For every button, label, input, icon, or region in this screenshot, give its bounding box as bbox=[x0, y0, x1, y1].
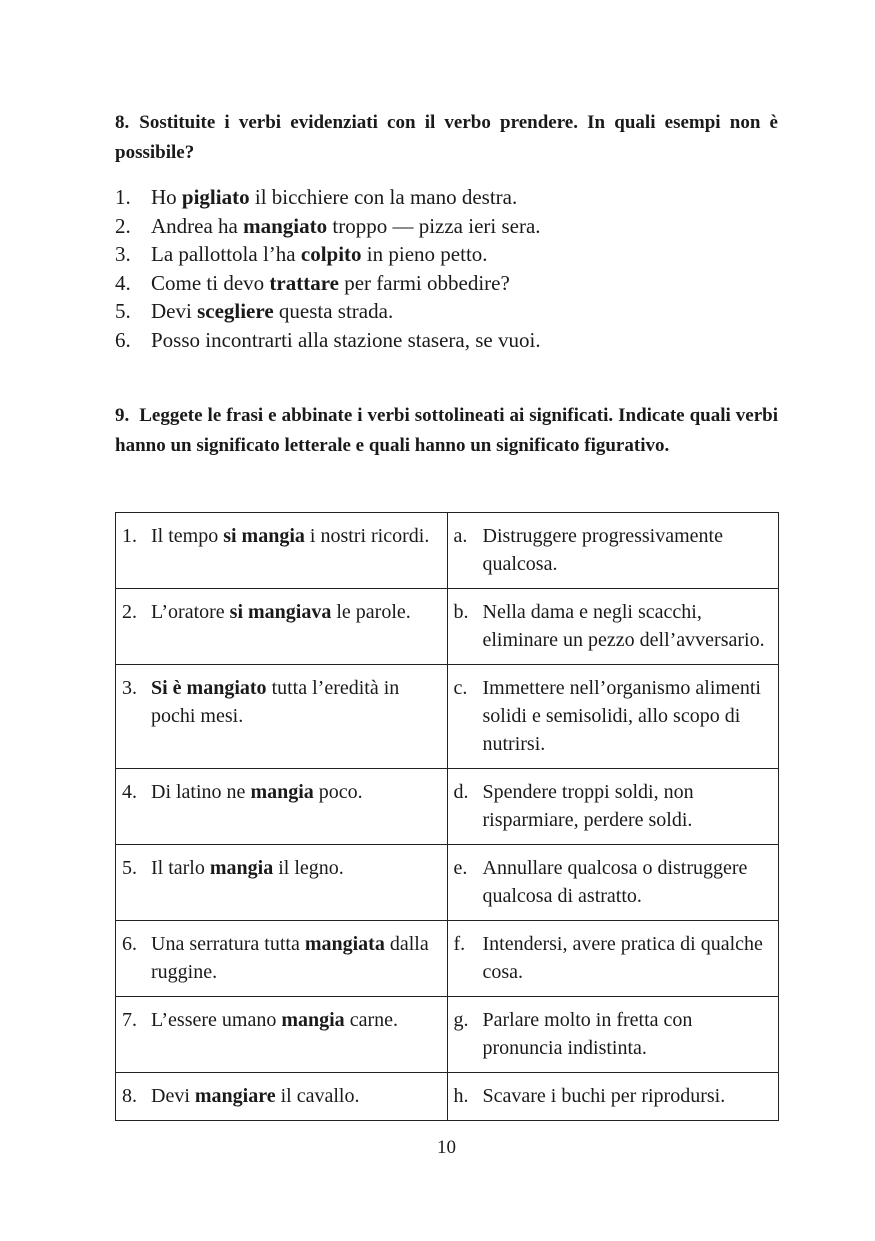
exercise-8-heading bbox=[115, 108, 778, 168]
meaning-cell bbox=[447, 845, 779, 921]
meaning-letter: h. bbox=[453, 1085, 469, 1107]
item-text: Devi scegliere questa strada. bbox=[151, 299, 394, 324]
list-item bbox=[115, 297, 778, 326]
sentence-cell bbox=[116, 589, 448, 665]
meaning-text: Parlare molto in fretta con pronuncia indistinta. bbox=[482, 1009, 693, 1059]
table-row bbox=[116, 1073, 779, 1121]
item-number: 5. bbox=[115, 299, 131, 324]
underlined-verb: mangiata bbox=[304, 933, 385, 955]
sentence-number: 8. bbox=[122, 1085, 137, 1107]
item-number: 4. bbox=[115, 270, 131, 295]
sentence-text: Di latino ne mangia poco. bbox=[151, 781, 363, 803]
list-item bbox=[115, 183, 778, 212]
exercise-9-number: 9. bbox=[115, 405, 130, 426]
item-text: Come ti devo trattare per farmi obbedire? bbox=[151, 270, 510, 295]
item-number: 6. bbox=[115, 327, 131, 352]
sentence-cell bbox=[116, 769, 448, 845]
meaning-cell bbox=[447, 513, 779, 589]
highlighted-verb: pigliato bbox=[181, 185, 250, 209]
underlined-verb: mangiare bbox=[194, 1085, 276, 1107]
item-text: Ho pigliato il bicchiere con la mano destra. bbox=[151, 185, 518, 209]
meaning-letter: d. bbox=[453, 781, 469, 803]
item-text: Andrea ha mangiato troppo — pizza ieri sera. bbox=[151, 213, 541, 238]
underlined-verb: mangia bbox=[281, 1009, 345, 1031]
sentence-cell bbox=[116, 997, 448, 1073]
sentence-cell bbox=[116, 921, 448, 997]
meaning-letter: e. bbox=[453, 857, 468, 879]
table-row bbox=[116, 921, 779, 997]
list-item bbox=[115, 212, 778, 241]
page-number: 10 bbox=[437, 1137, 456, 1158]
exercise-8-number: 8. bbox=[115, 112, 130, 133]
table-row bbox=[116, 665, 779, 769]
list-item bbox=[115, 240, 778, 269]
sentence-text: Si è mangiato tutta l’eredità in pochi mesi. bbox=[151, 677, 400, 727]
sentence-cell bbox=[116, 513, 448, 589]
matching-table bbox=[115, 512, 779, 1121]
underlined-verb: mangia bbox=[209, 857, 274, 879]
meaning-text: Spendere troppi soldi, non risparmiare, perdere soldi. bbox=[482, 781, 694, 831]
sentence-cell bbox=[116, 845, 448, 921]
meaning-cell bbox=[447, 997, 779, 1073]
underlined-verb: Si è mangiato bbox=[151, 677, 267, 699]
underlined-verb: si mangiava bbox=[229, 601, 332, 623]
sentence-number: 7. bbox=[122, 1009, 137, 1031]
meaning-cell bbox=[447, 665, 779, 769]
meaning-cell bbox=[447, 1073, 779, 1121]
meaning-cell bbox=[447, 769, 779, 845]
sentence-number: 5. bbox=[122, 857, 137, 879]
meaning-letter: a. bbox=[453, 525, 468, 547]
item-number: 3. bbox=[115, 242, 131, 267]
exercise-9-heading bbox=[115, 401, 778, 461]
table-row bbox=[116, 513, 779, 589]
item-number: 1. bbox=[115, 185, 131, 209]
meaning-cell bbox=[447, 921, 779, 997]
item-number: 2. bbox=[115, 213, 131, 238]
highlighted-verb: trattare bbox=[269, 270, 339, 295]
sentence-text: Il tarlo mangia il legno. bbox=[151, 857, 344, 879]
meaning-letter: f. bbox=[453, 933, 466, 955]
sentence-text: L’oratore si mangiava le parole. bbox=[151, 601, 411, 623]
sentence-text: Il tempo si mangia i nostri ricordi. bbox=[151, 525, 430, 547]
meaning-letter: b. bbox=[453, 601, 469, 623]
underlined-verb: si mangia bbox=[223, 525, 305, 547]
meaning-text: Nella dama e negli scacchi, eliminare un pezzo dell’avversario. bbox=[482, 601, 765, 651]
table-row bbox=[116, 589, 779, 665]
meaning-text: Scavare i buchi per riprodursi. bbox=[482, 1085, 726, 1107]
sentence-cell bbox=[116, 665, 448, 769]
exercise-9-instruction: Leggete le frasi e abbinate i verbi sottolineati ai significati. Indicate quali verbi hanno un significato letterale e quali hanno un significato figurativo. bbox=[115, 405, 778, 456]
item-text: La pallottola l’ha colpito in pieno petto. bbox=[151, 242, 488, 267]
list-item bbox=[115, 326, 778, 355]
sentence-number: 3. bbox=[122, 677, 137, 699]
highlighted-verb: colpito bbox=[300, 242, 362, 267]
meaning-text: Immettere nell’organismo alimenti solidi e semisolidi, allo scopo di nutrirsi. bbox=[482, 677, 761, 755]
meaning-text: Distruggere progressivamente qualcosa. bbox=[482, 525, 723, 575]
table-row bbox=[116, 769, 779, 845]
exercise-8-sentence-list bbox=[115, 183, 778, 355]
sentence-cell bbox=[116, 1073, 448, 1121]
highlighted-verb: mangiato bbox=[243, 213, 328, 238]
sentence-text: Devi mangiare il cavallo. bbox=[151, 1085, 360, 1107]
sentence-number: 6. bbox=[122, 933, 137, 955]
meaning-text: Annullare qualcosa o distruggere qualcosa di astratto. bbox=[482, 857, 748, 907]
exercise-8-instruction: Sostituite i verbi evidenziati con il verbo prendere. In quali esempi non è possibile? bbox=[115, 112, 778, 163]
item-text: Posso incontrarti alla stazione stasera, se vuoi. bbox=[151, 327, 541, 352]
meaning-letter: g. bbox=[453, 1009, 469, 1031]
list-item bbox=[115, 269, 778, 298]
table-row bbox=[116, 845, 779, 921]
underlined-verb: mangia bbox=[250, 781, 314, 803]
sentence-number: 2. bbox=[122, 601, 137, 623]
meaning-text: Intendersi, avere pratica di qualche cosa. bbox=[482, 933, 763, 983]
sentence-number: 4. bbox=[122, 781, 137, 803]
table-row bbox=[116, 997, 779, 1073]
meaning-cell bbox=[447, 589, 779, 665]
sentence-text: Una serratura tutta mangiata dalla ruggine. bbox=[151, 933, 429, 983]
highlighted-verb: scegliere bbox=[197, 299, 274, 324]
meaning-letter: c. bbox=[453, 677, 468, 699]
sentence-number: 1. bbox=[122, 525, 137, 547]
sentence-text: L’essere umano mangia carne. bbox=[151, 1009, 398, 1031]
